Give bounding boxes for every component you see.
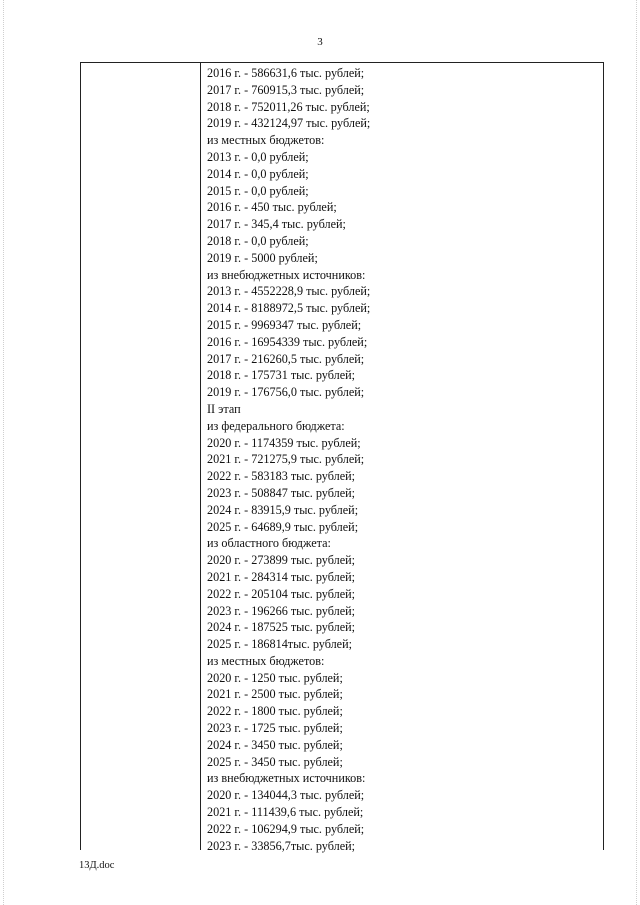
table-line: 2025 г. - 186814тыс. рублей; [207,637,352,652]
table-column-divider [200,63,201,850]
table-line: 2015 г. - 0,0 рублей; [207,183,309,198]
table-line: 2013 г. - 4552228,9 тыс. рублей; [207,284,371,299]
table-line: 2017 г. - 216260,5 тыс. рублей; [207,351,365,366]
table-line: 2017 г. - 760915,3 тыс. рублей; [207,82,365,97]
table-line: 2013 г. - 0,0 рублей; [207,149,309,164]
table-line: 2024 г. - 3450 тыс. рублей; [207,737,343,752]
table-line: 2022 г. - 106294,9 тыс. рублей; [207,821,365,836]
table-line: 2022 г. - 205104 тыс. рублей; [207,586,356,601]
table-line: 2014 г. - 0,0 рублей; [207,166,309,181]
table-line: 2018 г. - 0,0 рублей; [207,233,309,248]
table-line: из федерального бюджета: [207,418,345,433]
table-line: из внебюджетных источников: [207,267,366,282]
file-name-footer: 13Д.doc [79,860,115,871]
table-line: 2018 г. - 752011,26 тыс. рублей; [207,99,370,114]
table-line: 2025 г. - 3450 тыс. рублей; [207,754,343,769]
table-line: 2021 г. - 2500 тыс. рублей; [207,687,343,702]
table-line: 2018 г. - 175731 тыс. рублей; [207,368,356,383]
table-line: 2023 г. - 33856,7тыс. рублей; [207,838,356,853]
table-line: 2016 г. - 450 тыс. рублей; [207,200,337,215]
table-line: 2021 г. - 111439,6 тыс. рублей; [207,805,364,820]
table-line: 2024 г. - 83915,9 тыс. рублей; [207,502,359,517]
table-line: 2019 г. - 176756,0 тыс. рублей; [207,385,365,400]
table-line: из областного бюджета: [207,536,331,551]
table-line: 2020 г. - 273899 тыс. рублей; [207,553,356,568]
table-line: 2023 г. - 508847 тыс. рублей; [207,485,356,500]
table-line: 2017 г. - 345,4 тыс. рублей; [207,217,346,232]
table-line: из местных бюджетов: [207,133,325,148]
funding-table [80,62,604,853]
table-line: 2019 г. - 432124,97 тыс. рублей; [207,116,371,131]
table-line: 2021 г. - 721275,9 тыс. рублей; [207,452,365,467]
table-line: 2020 г. - 1174359 тыс. рублей; [207,435,361,450]
table-line: 2025 г. - 64689,9 тыс. рублей; [207,519,359,534]
funding-lines [207,65,370,854]
table-line: 2015 г. - 9969347 тыс. рублей; [207,317,362,332]
table-line: 2024 г. - 187525 тыс. рублей; [207,620,356,635]
scan-edge-left [3,0,4,905]
table-line: из внебюджетных источников: [207,771,366,786]
table-line: II этап [207,401,241,416]
table-line: 2023 г. - 196266 тыс. рублей; [207,603,356,618]
page-number: 3 [317,36,323,48]
table-line: 2022 г. - 1800 тыс. рублей; [207,704,343,719]
scan-edge-right [636,0,637,905]
table-line: 2023 г. - 1725 тыс. рублей; [207,721,343,736]
table-line: из местных бюджетов: [207,653,325,668]
table-line: 2019 г. - 5000 рублей; [207,250,318,265]
table-line: 2020 г. - 134044,3 тыс. рублей; [207,788,365,803]
table-line: 2016 г. - 16954339 тыс. рублей; [207,334,368,349]
table-line: 2022 г. - 583183 тыс. рублей; [207,469,356,484]
table-line: 2014 г. - 8188972,5 тыс. рублей; [207,301,371,316]
table-line: 2016 г. - 586631,6 тыс. рублей; [207,66,365,80]
table-line: 2021 г. - 284314 тыс. рублей; [207,569,356,584]
table-line: 2020 г. - 1250 тыс. рублей; [207,670,343,685]
